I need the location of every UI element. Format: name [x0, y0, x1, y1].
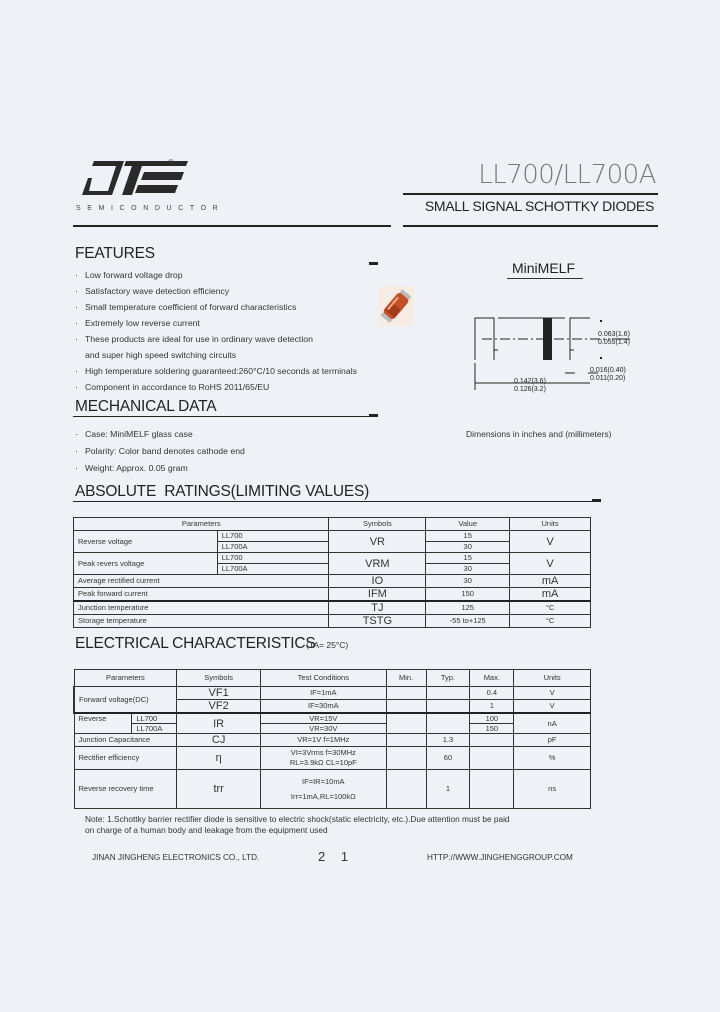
footer-company: JINAN JINGHENG ELECTRONICS CO., LTD. — [92, 853, 260, 862]
esd-note: Note: 1.Schottky barrier rectifier diode is sensitive to electric shock(static electricity, etc.).Due attention must be paid on charge of a human body and leakage from the equipment used — [85, 814, 510, 835]
mechanical-item: · Case: MiniMELF glass case — [75, 429, 193, 439]
features-list — [75, 267, 357, 395]
mechanical-rule — [73, 416, 378, 417]
header-rule-right-bottom — [403, 225, 658, 227]
absolute-ratings-table — [73, 517, 591, 628]
table-row: Reverse recovery time trr IF=IR=10mA Irr=1mA,RL=100kΩ 1 ns — [74, 770, 591, 809]
header-rule-right-top — [403, 193, 658, 195]
feature-item: · Extremely low reverse current — [75, 318, 200, 328]
dim-diameter-max: 0.063(1.6) — [598, 331, 630, 338]
table-row: Junction temperature TJ 125 °C — [74, 601, 591, 615]
table-row: Peak revers voltage LL700 VRM 15 V — [74, 553, 591, 564]
table-row: Reverse voltage LL700 VR 15 V — [74, 531, 591, 542]
table-row: VF2 IF=30mA 1 V — [74, 700, 591, 714]
table-row: LL700A VR=30V 150 — [74, 724, 591, 734]
registered-mark: ® — [168, 158, 174, 167]
diode-photo — [378, 286, 414, 326]
table-row: Rectifier efficiency η VI=3Vrms f=30MHz RL=3.9kΩ CL=10pF 60 % — [74, 747, 591, 770]
dim-length-min: 0.126(3.2) — [514, 386, 546, 393]
table-row: Peak forward current IFM 150 mA — [74, 588, 591, 602]
feature-item: · Satisfactory wave detection efficiency — [75, 286, 230, 296]
header-rule-left — [73, 225, 391, 227]
table-row: LL700A 30 — [74, 542, 591, 553]
feature-item: and super high speed switching circuits — [85, 350, 237, 360]
company-tagline: SEMICONDUCTOR — [76, 205, 225, 212]
trr-condition-2: Irr=1mA,RL=100kΩ — [290, 792, 356, 801]
footer-url[interactable]: HTTP://WWW.JINGHENGGROUP.COM — [427, 853, 573, 862]
dim-diameter-min: 0.055(1.4) — [598, 339, 630, 346]
dim-lead-min: 0.011(0.20) — [590, 375, 626, 382]
feature-item: · Low forward voltage drop — [75, 270, 183, 280]
feature-item: · Small temperature coefficient of forward characteristics — [75, 302, 297, 312]
page-number: 2 1 — [318, 849, 355, 864]
package-name-underline — [507, 278, 583, 279]
part-number: LL700/LL700A — [478, 160, 656, 190]
table-row: Junction Capacitance CJ VR=1V f=1MHz 1.3 pF — [74, 734, 591, 747]
table-header-row: Parameters Symbols Test Conditions Min. Typ. Max. Units — [74, 670, 591, 687]
feature-item: · These products are ideal for use in ordinary wave detection — [75, 334, 313, 344]
absolute-rule — [73, 501, 601, 502]
features-title: FEATURES — [75, 245, 155, 262]
table-header-row: Parameters Symbols Value Units — [74, 518, 591, 531]
mechanical-list — [75, 426, 245, 477]
electrical-characteristics-table — [73, 669, 591, 809]
dim-length-max: 0.142(3.6) — [514, 378, 546, 385]
page-subtitle: SMALL SIGNAL SCHOTTKY DIODES — [424, 198, 654, 214]
section-marker — [369, 414, 378, 417]
feature-item: · High temperature soldering guaranteed:260°C/10 seconds at terminals — [75, 366, 357, 376]
feature-item: · Component in accordance to RoHS 2011/65/EU — [75, 382, 270, 392]
table-row: Reverse LL700 IR VR=15V 100 nA — [74, 713, 591, 724]
mechanical-title: MECHANICAL DATA — [75, 398, 217, 415]
dimension-note: Dimensions in inches and (millimeters) — [466, 429, 612, 439]
eff-condition-2: RL=3.9kΩ CL=10pF — [289, 758, 357, 767]
table-row: Storage temperature TSTG -55 to+125 °C — [74, 615, 591, 628]
package-name: MiniMELF — [512, 260, 576, 276]
trr-condition-1: IF=IR=10mA — [302, 777, 345, 786]
section-marker — [369, 262, 378, 265]
table-row: Forward voltage(DC) VF1 IF=1mA 0.4 V — [74, 687, 591, 700]
absolute-ratings-title: ABSOLUTE RATINGS(LIMITING VALUES) — [75, 483, 370, 500]
mechanical-item: · Polarity: Color band denotes cathode end — [75, 446, 245, 456]
electrical-title: ELECTRICAL CHARACTERISTICS — [75, 635, 316, 652]
mechanical-item: · Weight: Approx. 0.05 gram — [75, 463, 188, 473]
eff-condition-1: VI=3Vrms f=30MHz — [290, 748, 356, 757]
ambient-condition: (TA= 25°C) — [306, 640, 349, 650]
dim-lead-max: 0.016(0.40) — [590, 367, 626, 374]
section-marker — [592, 499, 601, 502]
table-row: LL700A 30 — [74, 564, 591, 575]
table-row: Average rectified current IO 30 mA — [74, 575, 591, 588]
